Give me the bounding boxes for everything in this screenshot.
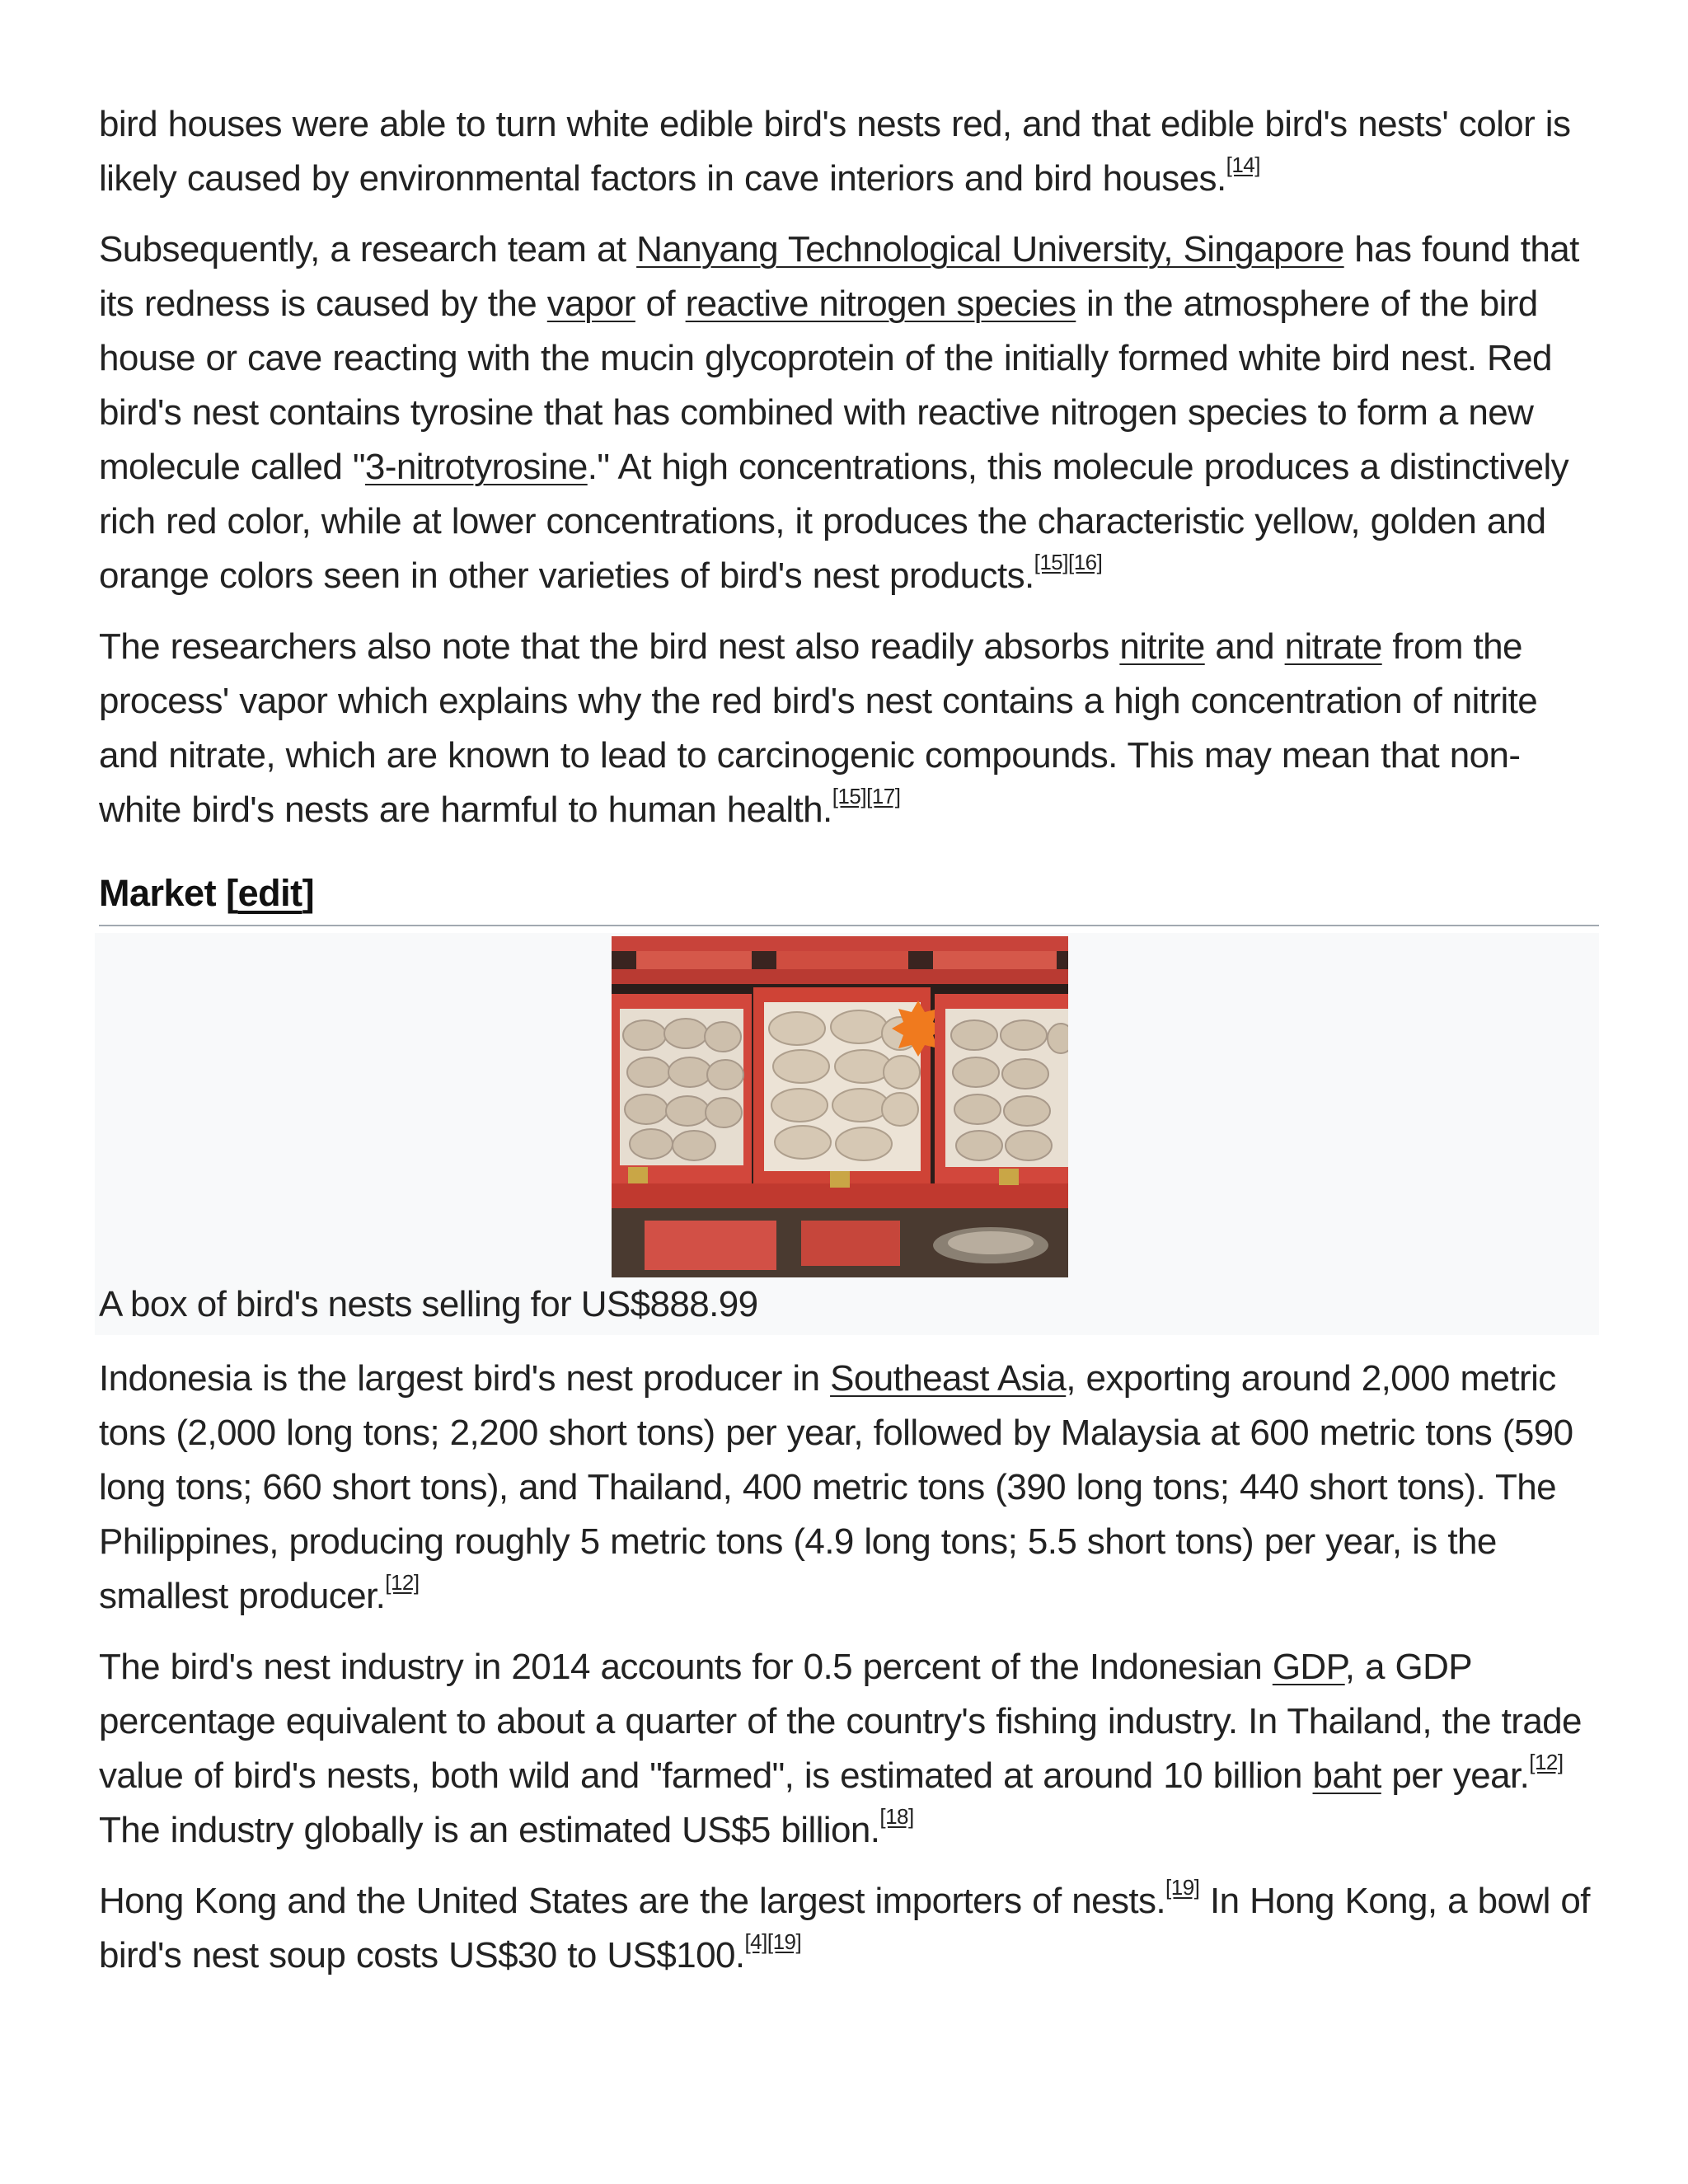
citation-18[interactable]	[879, 1804, 913, 1829]
citation-link[interactable]: [18]	[879, 1804, 914, 1829]
paragraph-text: Indonesia is the largest bird's nest producer in	[99, 1358, 831, 1399]
citation-19[interactable]	[1165, 1875, 1199, 1900]
link-nanyang-university[interactable]: Nanyang Technological University, Singapore	[636, 229, 1344, 269]
link-reactive-nitrogen-species[interactable]: reactive nitrogen species	[685, 284, 1076, 324]
paragraph-text: The industry globally is an estimated US$5 billion.	[99, 1810, 880, 1850]
link-gdp[interactable]: GDP	[1272, 1647, 1345, 1687]
citation-link[interactable]: [15]	[832, 784, 867, 808]
paragraph-text: Subsequently, a research team at	[99, 229, 637, 269]
link-3-nitrotyrosine[interactable]: 3-nitrotyrosine	[364, 447, 588, 487]
section-title: Market	[99, 872, 217, 914]
citation-link[interactable]: [4]	[744, 1929, 767, 1954]
paragraph-text: The researchers also note that the bird nest also readily absorbs	[99, 626, 1120, 667]
citation-link[interactable]: [12]	[385, 1570, 420, 1595]
link-vapor[interactable]: vapor	[546, 284, 635, 324]
citation-14[interactable]	[1226, 152, 1260, 177]
figure-caption: A box of bird's nests selling for US$888.99	[99, 1284, 758, 1324]
citation-link[interactable]: [15]	[1034, 550, 1068, 574]
link-baht[interactable]: baht	[1312, 1755, 1381, 1796]
citation-16[interactable]	[1068, 550, 1102, 574]
citation-12[interactable]	[1529, 1750, 1563, 1774]
article-content	[99, 97, 1599, 1999]
edit-bracket-open: [	[216, 872, 238, 914]
edit-bracket-close: ]	[302, 872, 315, 914]
paragraph-producers	[99, 1352, 1599, 1624]
citation-15[interactable]	[832, 784, 866, 808]
citation-link[interactable]: [17]	[866, 784, 901, 808]
citation-link[interactable]: [14]	[1226, 152, 1260, 177]
section-heading-market	[99, 869, 1599, 926]
paragraph-text: in the atmosphere of the bird house or cave reacting with the mucin glycoprotein of the initially formed white bird nest. Red bird's nest contains tyrosine that has combined with reactive nitrogen species to form a new molecule called "	[99, 284, 1552, 487]
paragraph-importers	[99, 1874, 1599, 1983]
link-nitrate[interactable]: nitrate	[1284, 626, 1382, 667]
paragraph-ntu-research	[99, 223, 1599, 603]
paragraph-industry-value	[99, 1640, 1599, 1858]
citation-link[interactable]: [12]	[1529, 1750, 1564, 1774]
paragraph-text: of	[635, 284, 686, 324]
paragraph-text: per year.	[1381, 1755, 1530, 1796]
paragraph-text: bird houses were able to turn white edible bird's nests red, and that edible bird's nests' color is likely caused by environmental factors in cave interiors and bird houses.	[99, 104, 1571, 199]
citation-4[interactable]	[744, 1929, 767, 1954]
paragraph-text: In Hong Kong, a bowl of bird's nest soup costs US$30 to US$100.	[99, 1881, 1590, 1975]
citation-link[interactable]: [19]	[767, 1929, 802, 1954]
link-southeast-asia[interactable]: Southeast Asia	[830, 1358, 1067, 1399]
paragraph-text: from the process' vapor which explains why the red bird's nest contains a high concentration of nitrite and nitrate, which are known to lead to carcinogenic compounds. This may mean that non-white bird's nests are harmful to human health.	[99, 626, 1538, 830]
market-figure	[95, 933, 1599, 1335]
paragraph-red-nest-environment	[99, 97, 1599, 206]
paragraph-text: has found that its redness is caused by the	[99, 229, 1579, 324]
paragraph-text: ." At high concentrations, this molecule produces a distinctively rich red color, while at lower concentrations, it produces the characteristic yellow, golden and orange colors seen in other varieties of bird's nest products.	[99, 447, 1569, 596]
citation-12[interactable]	[385, 1570, 419, 1595]
citation-link[interactable]: [19]	[1165, 1875, 1200, 1900]
edit-section-link[interactable]: edit	[237, 872, 302, 914]
citation-15[interactable]	[1034, 550, 1068, 574]
citation-17[interactable]	[866, 784, 900, 808]
birds-nest-boxes-image[interactable]	[612, 936, 1068, 1277]
citation-link[interactable]: [16]	[1067, 550, 1103, 574]
paragraph-text: Hong Kong and the United States are the largest importers of nests.	[99, 1881, 1166, 1921]
link-nitrite[interactable]: nitrite	[1119, 626, 1205, 667]
citation-19[interactable]	[767, 1929, 801, 1954]
paragraph-text: The bird's nest industry in 2014 accounts for 0.5 percent of the Indonesian	[99, 1647, 1273, 1687]
paragraph-text: and	[1204, 626, 1285, 667]
paragraph-nitrite-nitrate	[99, 620, 1599, 837]
paragraph-text: , exporting around 2,000 metric tons (2,000 long tons; 2,200 short tons) per year, followed by Malaysia at 600 metric tons (590 long tons; 660 short tons), and Thailand, 400 metric tons (390 long tons; 440 short tons). The Philippines, producing roughly 5 metric tons (4.9 long tons; 5.5 short tons) per year, is the smallest producer.	[99, 1358, 1573, 1616]
paragraph-text: , a GDP percentage equivalent to about a quarter of the country's fishing industry. In Thailand, the trade value of bird's nests, both wild and "farmed", is estimated at around 10 billion	[99, 1647, 1582, 1796]
